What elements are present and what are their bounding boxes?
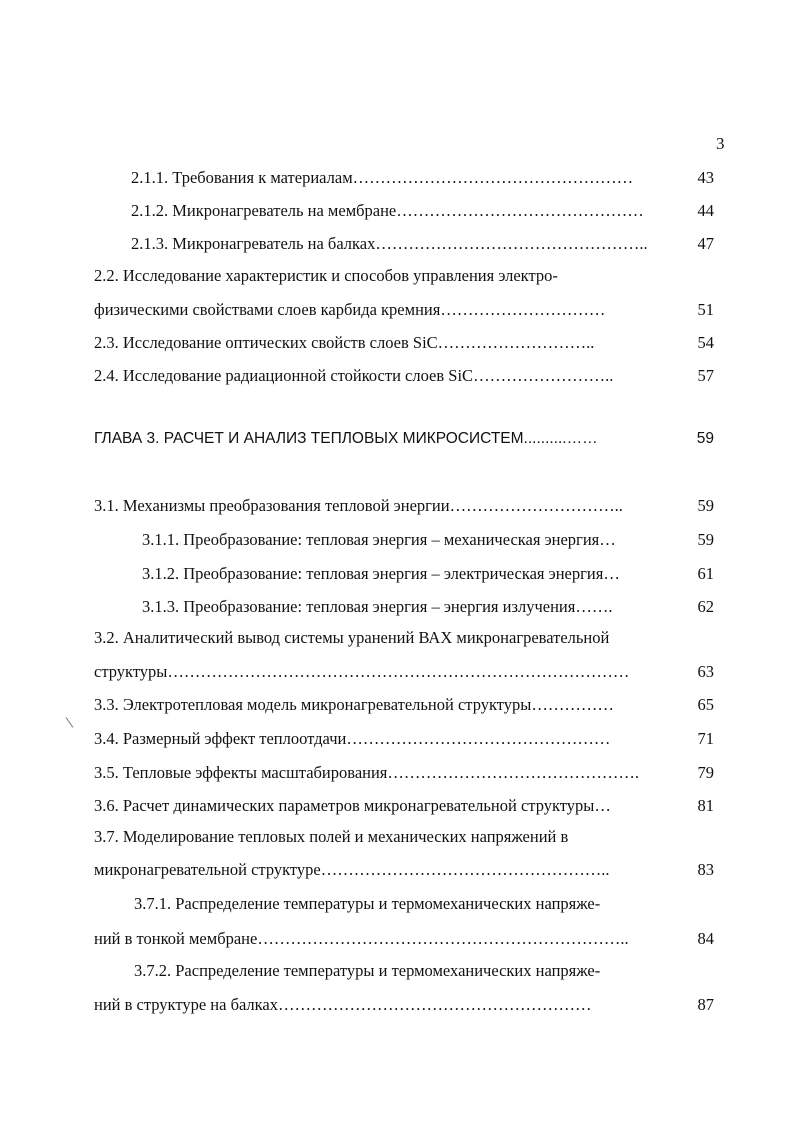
toc-entry-page: 44 — [697, 201, 714, 220]
toc-entry-title: 3.4. Размерный эффект теплоотдачи………………………………………… — [94, 729, 611, 748]
toc-entry-title: 3.6. Расчет динамических параметров микронагревательной структуры… — [94, 796, 611, 815]
toc-entry-title: 3.3. Электротепловая модель микронагревательной структуры…………… — [94, 695, 614, 714]
toc-entry-title: 3.1.1. Преобразование: тепловая энергия – механическая энергия… — [142, 530, 616, 549]
toc-entry-title: 2.2. Исследование характеристик и способов управления электро- — [94, 266, 558, 285]
toc-entry-2-1-3 — [0, 232, 793, 256]
toc-entry-title: физическими свойствами слоев карбида кремния………………………… — [94, 300, 606, 319]
toc-entry-3-1 — [0, 494, 793, 518]
toc-entry-page: 61 — [697, 564, 714, 583]
toc-entry-page: 63 — [697, 662, 714, 681]
toc-entry-page: 59 — [696, 430, 714, 447]
toc-entry-page: 43 — [697, 168, 714, 187]
toc-entry-title: микронагревательной структуре…………………………………………….. — [94, 860, 610, 879]
toc-entry-page: 65 — [697, 695, 714, 714]
page-number: 3 — [716, 134, 725, 153]
toc-entry-3-7-2-line1 — [0, 959, 793, 983]
toc-entry-title: 2.1.2. Микронагреватель на мембране……………………………………… — [131, 201, 644, 220]
toc-entry-3-1-3 — [0, 595, 793, 619]
toc-entry-3-1-1 — [0, 528, 793, 552]
toc-entry-3-7-1-line1 — [0, 892, 793, 916]
toc-entry-title: 3.5. Тепловые эффекты масштабирования………………………………………. — [94, 763, 640, 782]
toc-entry-3-4 — [0, 727, 793, 751]
toc-entry-page: 71 — [697, 729, 714, 748]
toc-entry-title: 3.1.3. Преобразование: тепловая энергия – энергия излучения……. — [142, 597, 613, 616]
toc-entry-2-2-line2 — [0, 298, 793, 322]
toc-entry-3-3 — [0, 693, 793, 717]
toc-entry-2-1-2 — [0, 199, 793, 223]
toc-entry-title: 3.1. Механизмы преобразования тепловой энергии………………………….. — [94, 496, 623, 515]
toc-entry-title: 2.3. Исследование оптических свойств слоев SiC……………………….. — [94, 333, 595, 352]
toc-entry-3-1-2 — [0, 562, 793, 586]
toc-entry-title: 3.7.2. Распределение температуры и термомеханических напряже- — [134, 961, 601, 980]
toc-entry-page: 79 — [697, 763, 714, 782]
toc-entry-2-1-1 — [0, 166, 793, 190]
toc-entry-page: 62 — [697, 597, 714, 616]
toc-entry-2-3 — [0, 331, 793, 355]
toc-entry-title: 3.7.1. Распределение температуры и термомеханических напряже- — [134, 894, 601, 913]
toc-entry-3-2-line1 — [0, 626, 793, 650]
toc-entry-3-6 — [0, 794, 793, 818]
toc-entry-2-4 — [0, 364, 793, 388]
toc-entry-page: 47 — [697, 234, 714, 253]
toc-entry-page: 54 — [697, 333, 714, 352]
toc-entry-title: 2.1.1. Требования к материалам…………………………………………… — [131, 168, 634, 187]
toc-entry-title: ний в структуре на балках………………………………………………… — [94, 995, 592, 1014]
toc-entry-page: 87 — [697, 995, 714, 1014]
toc-entry-title: 2.1.3. Микронагреватель на балках………………………………………….. — [131, 234, 648, 253]
toc-entry-page: 57 — [697, 366, 714, 385]
toc-entry-title: 3.1.2. Преобразование: тепловая энергия – электрическая энергия… — [142, 564, 620, 583]
toc-entry-3-7-1-line2 — [0, 927, 793, 951]
toc-entry-page: 59 — [697, 496, 714, 515]
toc-entry-page: 51 — [697, 300, 714, 319]
toc-chapter-3 — [0, 427, 793, 451]
toc-entry-page: 81 — [697, 796, 714, 815]
toc-entry-3-5 — [0, 761, 793, 785]
toc-entry-3-7-2-line2 — [0, 993, 793, 1017]
toc-entry-3-7-line1 — [0, 825, 793, 849]
toc-entry-page: 84 — [697, 929, 714, 948]
toc-entry-3-7-line2 — [0, 858, 793, 882]
toc-entry-3-2-line2 — [0, 660, 793, 684]
toc-entry-2-2-line1 — [0, 264, 793, 288]
toc-entry-title: структуры………………………………………………………………………… — [94, 662, 630, 681]
toc-chapter-title: ГЛАВА 3. РАСЧЕТ И АНАЛИЗ ТЕПЛОВЫХ МИКРОСИСТЕМ..........…… — [94, 430, 598, 447]
toc-entry-title: 2.4. Исследование радиационной стойкости слоев SiC…………………….. — [94, 366, 614, 385]
toc-entry-page: 83 — [697, 860, 714, 879]
toc-entry-title: ний в тонкой мембране………………………………………………………….. — [94, 929, 629, 948]
toc-entry-title: 3.7. Моделирование тепловых полей и механических напряжений в — [94, 827, 569, 846]
toc-entry-title: 3.2. Аналитический вывод системы уранений ВАХ микронагревательной — [94, 628, 610, 647]
toc-entry-page: 59 — [697, 530, 714, 549]
